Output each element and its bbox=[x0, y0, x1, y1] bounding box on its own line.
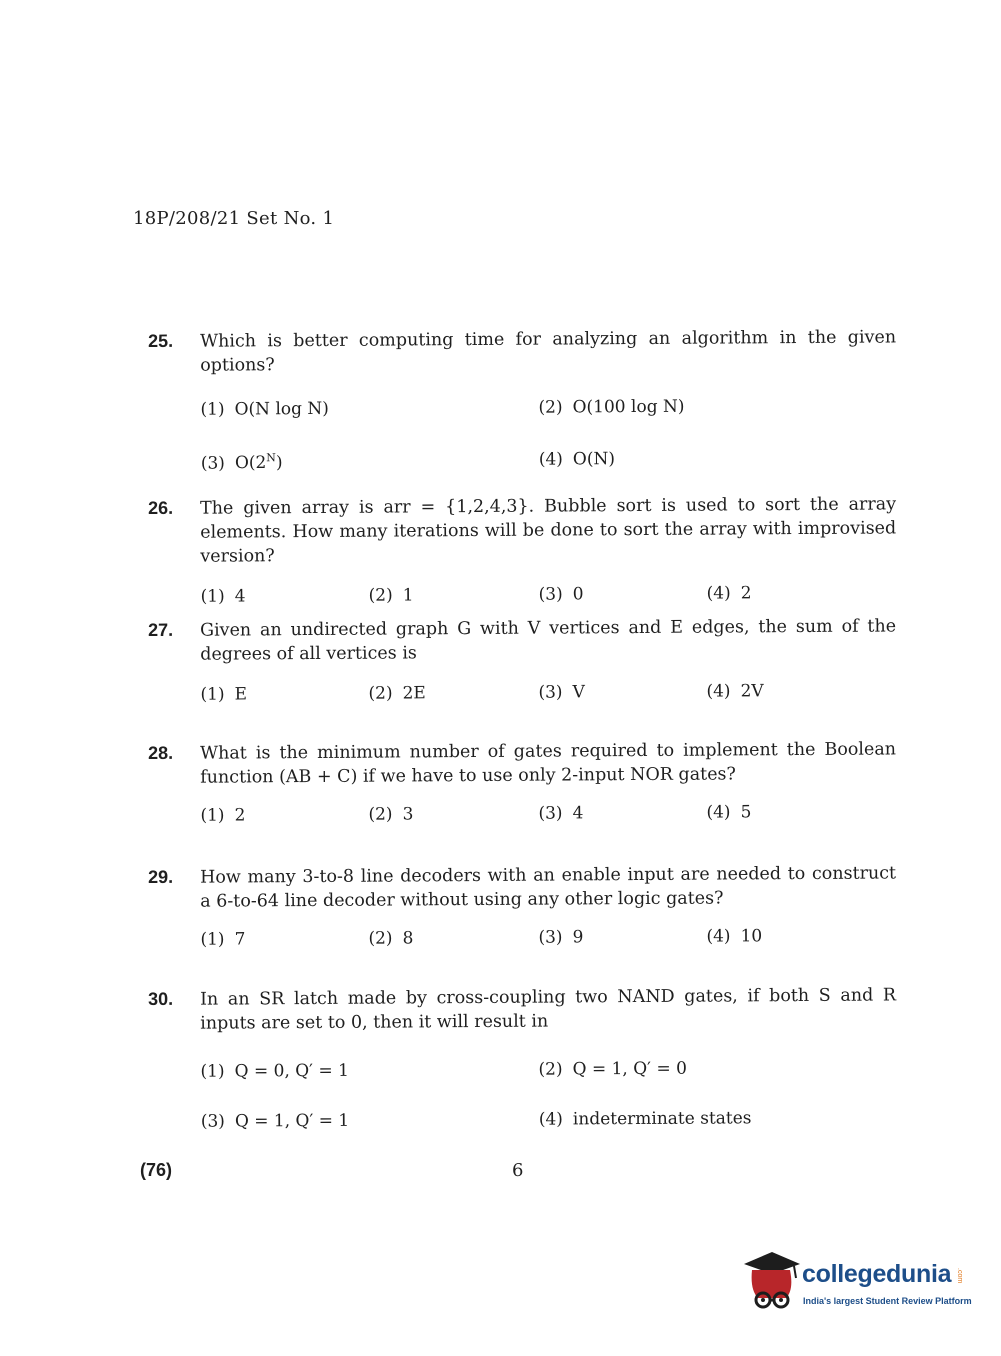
option-3: (3) 0 bbox=[538, 584, 584, 605]
question-text: Given an undirected graph G with V vertices and E edges, the sum of the degrees of all vertices is bbox=[200, 616, 897, 665]
option-1: (1) O(N log N) bbox=[200, 398, 329, 420]
option-3: (3) 4 bbox=[538, 803, 584, 824]
question-number: 25. bbox=[148, 330, 174, 351]
option-1: (1) Q = 0, Q′ = 1 bbox=[200, 1060, 349, 1082]
option-3: (3) 9 bbox=[538, 927, 584, 948]
question-number: 26. bbox=[148, 497, 174, 518]
option-4: (4) O(N) bbox=[538, 449, 616, 470]
option-4: (4) 2 bbox=[706, 583, 752, 604]
question-number: 28. bbox=[148, 742, 174, 763]
option-2: (2) 3 bbox=[368, 804, 414, 825]
options bbox=[200, 1057, 897, 1151]
option-2: (2) Q = 1, Q′ = 0 bbox=[538, 1058, 687, 1080]
options bbox=[200, 801, 896, 835]
option-2: (2) 8 bbox=[368, 928, 414, 949]
logo-tagline: India's largest Student Review Platform bbox=[803, 1296, 972, 1306]
paper-code: 18P/208/21 Set No. 1 bbox=[133, 208, 335, 229]
page-number: 6 bbox=[512, 1160, 524, 1181]
option-3: (3) $O(2^N)$ bbox=[200, 451, 283, 474]
question-text: The given array is arr = {1,2,4,3}. Bubble sort is used to sort the array elements. How many iterations will be done to sort the array with improvised version? bbox=[200, 494, 897, 567]
options bbox=[200, 925, 896, 959]
option-3: (3) V bbox=[538, 682, 585, 703]
option-3: (3) Q = 1, Q′ = 1 bbox=[200, 1110, 350, 1132]
option-4: (4) 2V bbox=[706, 681, 764, 702]
question-26 bbox=[148, 492, 897, 617]
option-1: (1) 2 bbox=[200, 805, 246, 826]
footer-code: (76) bbox=[140, 1160, 173, 1180]
logo-wordmark: collegedunia bbox=[802, 1260, 952, 1288]
option-1: (1) 4 bbox=[200, 586, 246, 607]
question-text: Which is better computing time for analyzing an algorithm in the given options? bbox=[200, 327, 897, 376]
question-29 bbox=[148, 861, 897, 960]
collegedunia-logo bbox=[742, 1250, 972, 1320]
options bbox=[200, 395, 897, 489]
question-30 bbox=[148, 983, 897, 1152]
option-4: (4) 10 bbox=[706, 926, 763, 947]
question-28 bbox=[148, 737, 897, 836]
options bbox=[200, 680, 896, 714]
option-2: (2) O(100 log N) bbox=[538, 396, 685, 418]
option-2: (2) 1 bbox=[368, 585, 414, 606]
question-text: What is the minimum number of gates required to implement the Boolean function (AB + C) if we have to use only 2-input NOR gates? bbox=[200, 739, 897, 788]
mascot-icon bbox=[742, 1250, 800, 1316]
option-1: (1) E bbox=[200, 684, 248, 705]
option-4: (4) indeterminate states bbox=[538, 1108, 752, 1130]
question-text: How many 3-to-8 line decoders with an enable input are needed to construct a 6-to-64 line decoder without using any other logic gates? bbox=[200, 863, 897, 912]
question-number: 27. bbox=[148, 619, 174, 640]
question-text: In an SR latch made by cross-coupling two NAND gates, if both S and R inputs are set to 0, then it will result in bbox=[200, 985, 897, 1034]
question-number: 29. bbox=[148, 866, 174, 887]
question-number: 30. bbox=[148, 988, 174, 1009]
question-25 bbox=[148, 325, 897, 490]
option-4: (4) 5 bbox=[706, 802, 752, 823]
logo-domain: .com bbox=[956, 1268, 963, 1284]
question-27 bbox=[148, 614, 897, 715]
option-1: (1) 7 bbox=[200, 929, 246, 950]
option-2: (2) 2E bbox=[368, 683, 426, 704]
options bbox=[201, 582, 897, 616]
